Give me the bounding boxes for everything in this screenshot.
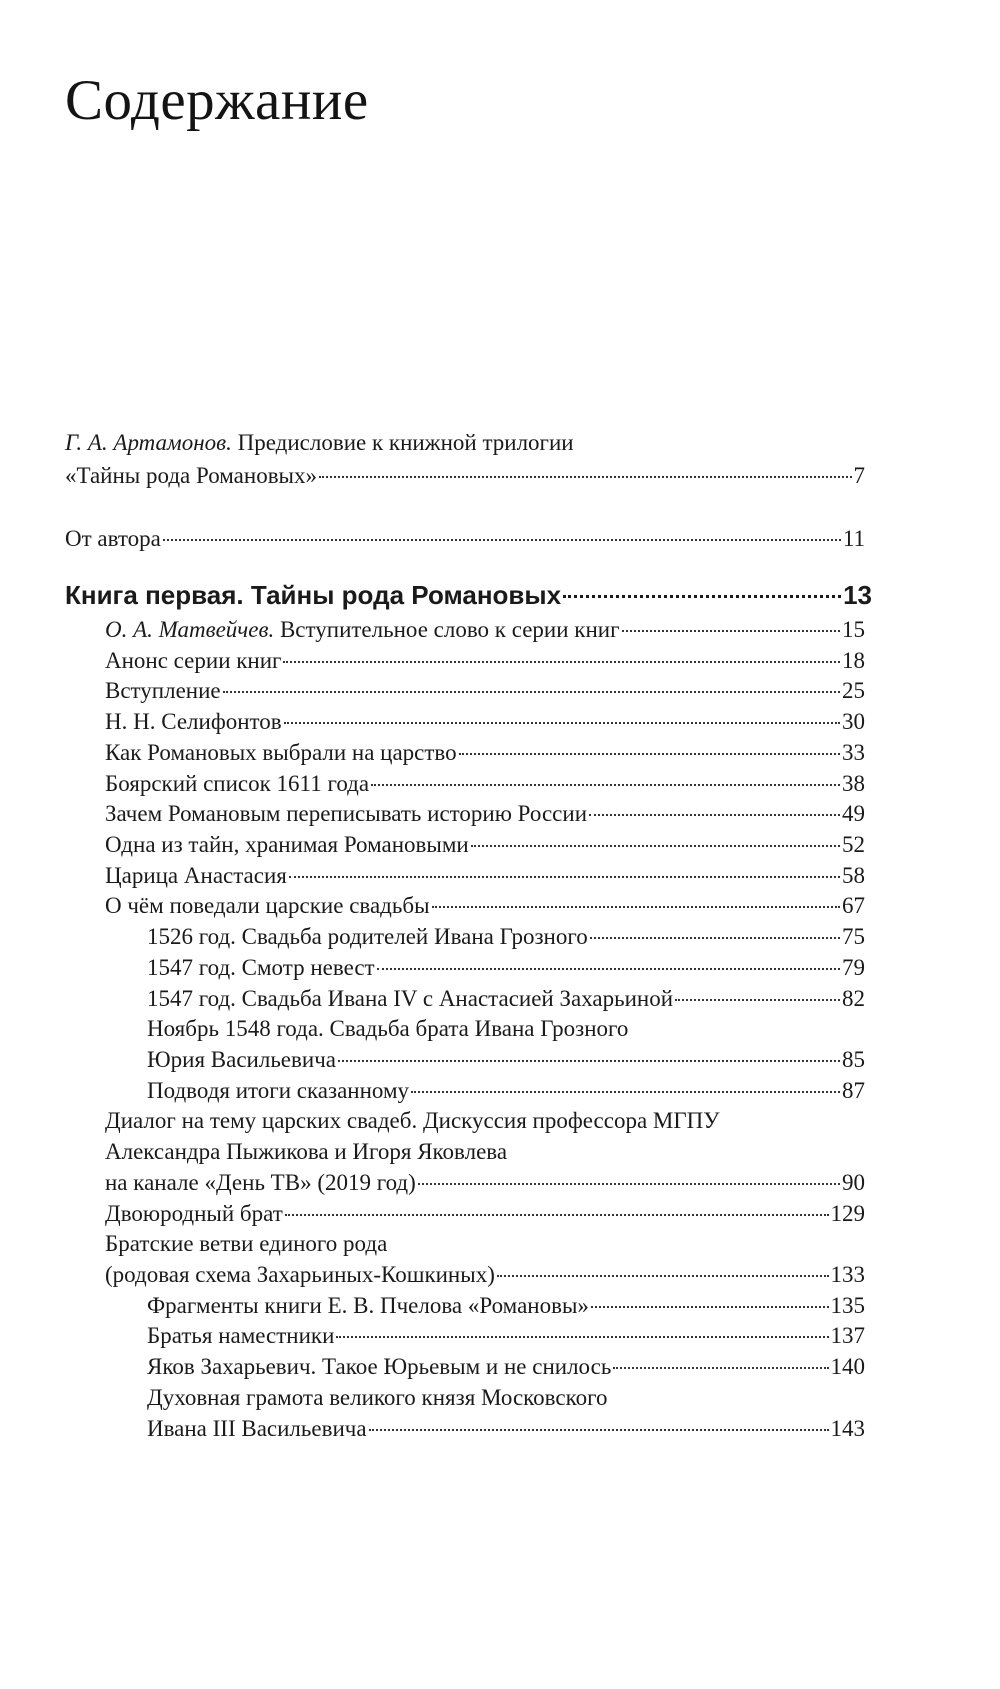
- toc-entry-page: 140: [830, 1354, 865, 1379]
- toc-entry-label: Яков Захарьевич. Такое Юрьевым и не снилось: [147, 1354, 612, 1379]
- toc-leader: [283, 661, 840, 663]
- toc-leader: [471, 845, 840, 847]
- page-title: Содержание: [65, 69, 369, 132]
- toc-entry-label: Предисловие к книжной трилогии: [231, 430, 574, 455]
- toc-entry-label: «Тайны рода Романовых»: [65, 463, 318, 488]
- toc-entry-cont: [105, 1169, 865, 1197]
- toc-leader: [319, 476, 851, 478]
- toc-entry-label: Одна из тайн, хранимая Романовыми: [105, 832, 469, 857]
- toc-entry-page: 135: [830, 1293, 865, 1318]
- toc-entry-label: Фрагменты книги Е. В. Пчелова «Романовы»: [147, 1293, 589, 1318]
- toc-entry-label: О чём поведали царские свадьбы: [105, 893, 430, 918]
- toc-entry: [105, 1200, 865, 1228]
- toc-entry: [105, 739, 865, 767]
- toc-entry-author: О. А. Матвейчев.: [105, 617, 275, 642]
- toc-leader: [591, 1306, 829, 1308]
- toc-entry-page: 133: [830, 1262, 865, 1287]
- toc-entry-page: 79: [842, 955, 865, 980]
- toc-entry-label: Братья наместники: [147, 1323, 335, 1348]
- toc-entry-label: Юрия Васильевича: [147, 1047, 336, 1072]
- toc-subentry: [147, 1292, 865, 1320]
- toc-leader: [285, 1214, 829, 1216]
- toc-entry: [105, 800, 865, 828]
- toc-leader: [613, 1367, 828, 1369]
- toc-entry-label: Диалог на тему царских свадеб. Дискуссия профессора МГПУ: [105, 1108, 720, 1133]
- toc-leader: [418, 1183, 840, 1185]
- toc-entry-page: 87: [842, 1078, 865, 1103]
- toc-leader: [338, 1060, 840, 1062]
- toc-entry-label: Царица Анастасия: [105, 863, 287, 888]
- toc-leader: [411, 1091, 840, 1093]
- toc-entry-page: 49: [842, 801, 865, 826]
- toc-leader: [289, 876, 840, 878]
- toc-leader: [284, 722, 840, 724]
- toc-leader: [622, 630, 840, 632]
- toc-entry-page: 11: [842, 526, 865, 551]
- toc-leader: [223, 691, 840, 693]
- toc-entry: [105, 1230, 387, 1258]
- toc-leader: [675, 999, 840, 1001]
- toc-leader: [497, 1275, 829, 1277]
- toc-entry-label: 1547 год. Смотр невест: [147, 955, 375, 980]
- toc-entry-label: Ноябрь 1548 года. Свадьба брата Ивана Грозного: [147, 1016, 629, 1041]
- toc-subentry: [147, 1353, 865, 1381]
- toc-entry-page: 143: [830, 1416, 865, 1441]
- toc-leader: [377, 968, 840, 970]
- toc-entry-page: 25: [842, 678, 865, 703]
- toc-entry-label: Братские ветви единого рода: [105, 1231, 388, 1256]
- toc-entry-from-author: [65, 525, 865, 553]
- toc-subentry: [147, 1384, 607, 1412]
- toc-entry-label: на канале «День ТВ» (2019 год): [105, 1170, 416, 1195]
- toc-leader: [336, 1336, 828, 1338]
- toc-subentry: [147, 1077, 865, 1105]
- toc-entry-label: Духовная грамота великого князя Московского: [147, 1385, 608, 1410]
- toc-leader: [369, 1429, 829, 1431]
- toc-entry-page: 82: [842, 986, 865, 1011]
- toc-entry-cont: [105, 1261, 865, 1289]
- toc-entry: [105, 862, 865, 890]
- toc-entry-label: 1526 год. Свадьба родителей Ивана Грозного: [147, 924, 588, 949]
- toc-entry-label: [105, 616, 620, 644]
- toc-entry-label: Как Романовых выбрали на царство: [105, 740, 457, 765]
- toc-entry-page: 18: [842, 648, 865, 673]
- toc-leader: [459, 753, 840, 755]
- toc-entry-preface: [65, 429, 574, 457]
- toc-subentry: [147, 1015, 628, 1043]
- toc-leader: [563, 595, 841, 598]
- toc-entry: [105, 831, 865, 859]
- toc-heading-book-one: [65, 580, 872, 612]
- toc-entry-page: 15: [842, 617, 865, 642]
- toc-entry-page: 13: [843, 580, 872, 610]
- toc-leader: [589, 814, 840, 816]
- toc-leader: [371, 784, 840, 786]
- toc-entry-page: 67: [842, 893, 865, 918]
- toc-entry-preface-cont: [65, 462, 865, 490]
- toc-subentry: [147, 954, 865, 982]
- toc-entry-label: Боярский список 1611 года: [105, 771, 370, 796]
- toc-entry-page: 137: [830, 1323, 865, 1348]
- toc-entry-author: Г. А. Артамонов.: [65, 430, 232, 455]
- toc-entry-label: Н. Н. Селифонтов: [105, 709, 282, 734]
- toc-subentry: [147, 985, 865, 1013]
- toc-subentry: [147, 923, 865, 951]
- toc-entry-label: Двоюродный брат: [105, 1201, 283, 1226]
- toc-entry: [105, 647, 865, 675]
- toc-entry-label: Вступление: [105, 678, 221, 703]
- toc-entry-page: 129: [830, 1201, 865, 1226]
- toc-entry-cont: [105, 1138, 507, 1166]
- toc-entry-label: Зачем Романовым переписывать историю России: [105, 801, 588, 826]
- toc-entry-matveychev: [105, 616, 865, 644]
- toc-entry-page: 7: [853, 463, 865, 488]
- toc-entry-label: Ивана III Васильевича: [147, 1416, 367, 1441]
- toc-entry: [105, 892, 865, 920]
- toc-entry-label: От автора: [65, 526, 161, 551]
- toc-entry: [105, 770, 865, 798]
- toc-entry: [105, 677, 865, 705]
- toc-entry-page: 52: [842, 832, 865, 857]
- toc-entry-label: Анонс серии книг: [105, 648, 282, 673]
- toc-entry: [105, 1107, 720, 1135]
- toc-entry-label: Подводя итоги сказанному: [147, 1078, 410, 1103]
- toc-entry-label: Книга первая. Тайны рода Романовых: [65, 580, 562, 610]
- toc-leader: [590, 937, 840, 939]
- toc-subentry-cont: [147, 1415, 865, 1443]
- toc-entry-page: 38: [842, 771, 865, 796]
- toc-entry-page: 33: [842, 740, 865, 765]
- toc-entry-page: 90: [842, 1170, 865, 1195]
- toc-entry-label: 1547 год. Свадьба Ивана IV с Анастасией Захарьиной: [147, 986, 674, 1011]
- toc-entry-page: 30: [842, 709, 865, 734]
- toc-subentry: [147, 1322, 865, 1350]
- toc-entry: [105, 708, 865, 736]
- toc-leader: [163, 539, 841, 541]
- toc-leader: [432, 906, 840, 908]
- toc-entry-page: 75: [842, 924, 865, 949]
- toc-entry-text: Вступительное слово к серии книг: [274, 617, 620, 642]
- toc-entry-label: Александра Пыжикова и Игоря Яковлева: [105, 1139, 508, 1164]
- toc-entry-label: (родовая схема Захарьиных-Кошкиных): [105, 1262, 495, 1287]
- toc-entry-page: 85: [842, 1047, 865, 1072]
- toc-subentry-cont: [147, 1046, 865, 1074]
- toc-entry-page: 58: [842, 863, 865, 888]
